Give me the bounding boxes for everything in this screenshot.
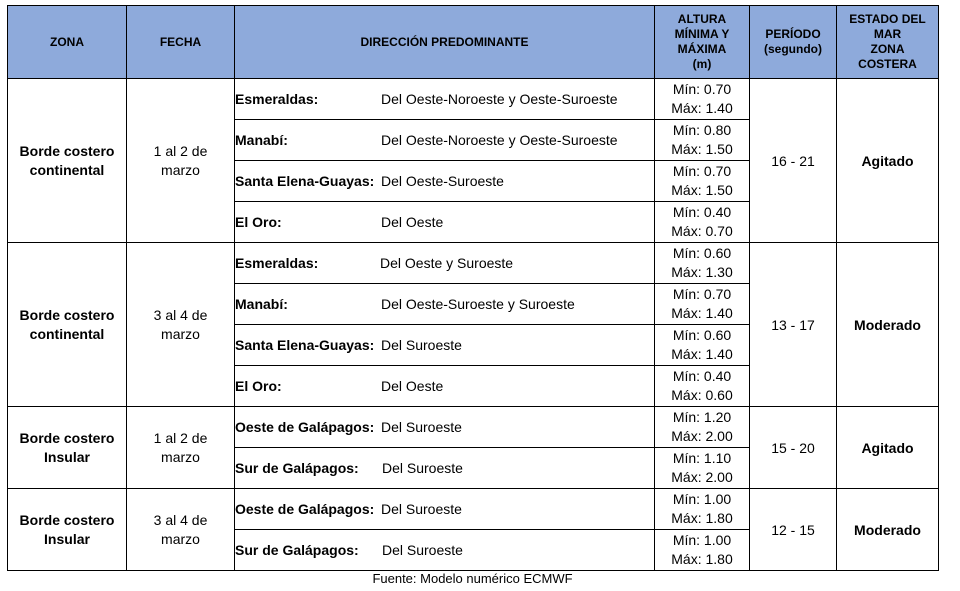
height-max: Máx: 1.40 [671, 305, 733, 321]
height-max: Máx: 1.40 [671, 100, 733, 116]
header-periodo-line: (segundo) [764, 42, 822, 56]
height-cell [655, 366, 750, 407]
zona-cell [8, 407, 127, 489]
sea-state-cell: Agitado [837, 407, 939, 489]
height-cell [655, 325, 750, 366]
zona-line: continental [29, 161, 105, 178]
zona-line: Borde costero [19, 511, 115, 528]
fecha-line: 3 al 4 de [153, 511, 208, 528]
fecha-line: marzo [161, 325, 200, 342]
height-min: Mín: 0.60 [672, 245, 732, 261]
period-cell: 16 - 21 [750, 79, 837, 243]
header-altura-line: ALTURA [677, 12, 727, 26]
sea-state-cell: Moderado [837, 489, 939, 571]
header-altura-line: MÍNIMA Y [674, 27, 730, 41]
header-estado-line: COSTERA [858, 57, 917, 71]
sea-state-cell: Moderado [837, 243, 939, 407]
fecha-cell [127, 79, 235, 243]
height-min: Mín: 0.70 [672, 81, 732, 97]
table-row [8, 407, 939, 448]
height-max: Máx: 1.50 [671, 141, 733, 157]
place-label: Santa Elena-Guayas: [235, 173, 375, 189]
height-min: Mín: 0.40 [672, 368, 732, 384]
direction-text: Del Suroeste [381, 501, 462, 517]
direction-text: Del Suroeste [382, 460, 463, 476]
zona-cell [8, 79, 127, 243]
header-estado-line: MAR [873, 27, 902, 41]
header-altura [655, 6, 750, 79]
place-label: Oeste de Galápagos: [235, 419, 375, 435]
place-label: Esmeraldas: [235, 91, 319, 107]
height-cell [655, 407, 750, 448]
zona-cell [8, 243, 127, 407]
source-caption: Fuente: Modelo numérico ECMWF [372, 571, 573, 586]
height-max: Máx: 1.80 [671, 551, 733, 567]
height-cell [655, 120, 750, 161]
zona-line: Borde costero [19, 429, 115, 446]
place-label: Oeste de Galápagos: [235, 501, 375, 517]
direction-cell [235, 284, 655, 325]
zona-line: Borde costero [19, 142, 115, 159]
height-max: Máx: 1.40 [671, 346, 733, 362]
fecha-line: 1 al 2 de [153, 429, 208, 446]
height-cell [655, 284, 750, 325]
fecha-cell [127, 243, 235, 407]
place-label: El Oro: [235, 378, 282, 394]
direction-cell [235, 243, 655, 284]
height-min: Mín: 1.10 [672, 450, 732, 466]
height-cell [655, 448, 750, 489]
header-periodo-line: PERÍODO [765, 27, 821, 41]
direction-cell [235, 325, 655, 366]
height-min: Mín: 0.70 [672, 163, 732, 179]
height-cell [655, 202, 750, 243]
direction-text: Del Oeste-Suroeste [381, 173, 504, 189]
table-row [8, 79, 939, 120]
place-label: Sur de Galápagos: [235, 542, 359, 558]
sea-state-cell: Agitado [837, 79, 939, 243]
height-max: Máx: 2.00 [671, 469, 733, 485]
period-cell: 15 - 20 [750, 407, 837, 489]
height-max: Máx: 1.80 [671, 510, 733, 526]
direction-cell [235, 161, 655, 202]
direction-text: Del Oeste [381, 378, 444, 394]
height-max: Máx: 2.00 [671, 428, 733, 444]
direction-text: Del Suroeste [382, 542, 463, 558]
wave-forecast-table [7, 5, 939, 571]
direction-text: Del Oeste [381, 214, 444, 230]
height-min: Mín: 0.60 [672, 327, 732, 343]
direction-text: Del Suroeste [381, 419, 462, 435]
zona-line: Insular [44, 448, 90, 465]
direction-text: Del Oeste-Suroeste y Suroeste [381, 296, 575, 312]
period-cell: 13 - 17 [750, 243, 837, 407]
fecha-line: 3 al 4 de [153, 306, 208, 323]
header-zona: ZONA [8, 6, 127, 79]
height-cell [655, 79, 750, 120]
height-max: Máx: 1.30 [671, 264, 733, 280]
zona-cell [8, 489, 127, 571]
height-max: Máx: 0.60 [671, 387, 733, 403]
height-max: Máx: 0.70 [671, 223, 733, 239]
height-cell [655, 161, 750, 202]
direction-text: Del Oeste-Noroeste y Oeste-Suroeste [381, 132, 618, 148]
height-min: Mín: 0.70 [672, 286, 732, 302]
height-cell [655, 530, 750, 571]
header-periodo [750, 6, 837, 79]
header-row [8, 6, 939, 79]
place-label: Manabí: [235, 296, 288, 312]
height-cell [655, 489, 750, 530]
place-label: Manabí: [235, 132, 288, 148]
direction-text: Del Suroeste [381, 337, 462, 353]
direction-cell [235, 448, 655, 489]
height-min: Mín: 1.00 [672, 532, 732, 548]
direction-cell [235, 202, 655, 243]
direction-text: Del Oeste y Suroeste [380, 255, 514, 271]
direction-cell [235, 407, 655, 448]
height-min: Mín: 1.20 [672, 409, 732, 425]
place-label: El Oro: [235, 214, 282, 230]
fecha-cell [127, 407, 235, 489]
zona-line: Insular [44, 530, 90, 547]
header-estado-line: ZONA [870, 42, 905, 56]
height-min: Mín: 0.80 [672, 122, 732, 138]
height-min: Mín: 0.40 [672, 204, 732, 220]
fecha-line: marzo [161, 448, 200, 465]
fecha-line: marzo [161, 161, 200, 178]
direction-text: Del Oeste-Noroeste y Oeste-Suroeste [381, 91, 618, 107]
header-altura-line: MÁXIMA [677, 42, 727, 56]
header-direccion: DIRECCIÓN PREDOMINANTE [235, 6, 655, 79]
height-max: Máx: 1.50 [671, 182, 733, 198]
direction-cell [235, 489, 655, 530]
zona-line: continental [29, 325, 105, 342]
height-min: Mín: 1.00 [672, 491, 732, 507]
place-label: Esmeraldas: [235, 255, 319, 271]
fecha-line: 1 al 2 de [153, 142, 208, 159]
header-estado [837, 6, 939, 79]
fecha-cell [127, 489, 235, 571]
fecha-line: marzo [161, 530, 200, 547]
zona-line: Borde costero [19, 306, 115, 323]
header-fecha: FECHA [127, 6, 235, 79]
place-label: Santa Elena-Guayas: [235, 337, 375, 353]
header-estado-line: ESTADO DEL [849, 12, 926, 26]
period-cell: 12 - 15 [750, 489, 837, 571]
place-label: Sur de Galápagos: [235, 460, 359, 476]
direction-cell [235, 79, 655, 120]
direction-cell [235, 366, 655, 407]
height-cell [655, 243, 750, 284]
table-row [8, 489, 939, 530]
table-row [8, 243, 939, 284]
header-altura-line: (m) [692, 57, 712, 71]
direction-cell [235, 120, 655, 161]
direction-cell [235, 530, 655, 571]
